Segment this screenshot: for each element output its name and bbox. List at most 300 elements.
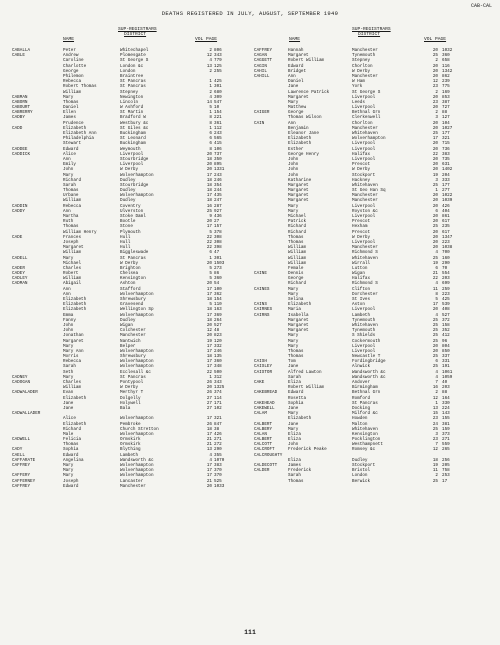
entry-forename: George Henry bbox=[288, 151, 319, 157]
entry-district: Lambeth bbox=[120, 452, 139, 458]
entry-forename: Ann bbox=[288, 73, 296, 79]
entry-volume: 12 bbox=[432, 395, 438, 401]
entry-district: Bala bbox=[120, 405, 131, 411]
entry-page: 277 bbox=[442, 188, 450, 194]
entry-district: Whitehaven bbox=[352, 131, 378, 136]
entry-forename: Margaret bbox=[63, 245, 84, 251]
register-entry bbox=[0, 484, 250, 489]
entries-left-column bbox=[0, 48, 250, 489]
entry-forename: Mary bbox=[288, 286, 299, 292]
entry-volume: 22 bbox=[206, 245, 212, 251]
entry-district: Leeds bbox=[352, 99, 365, 105]
entry-district: St Giles &c bbox=[120, 125, 149, 131]
entry-page: 259 bbox=[442, 286, 450, 292]
entry-forename: Jane bbox=[63, 400, 74, 406]
entry-district: Wolverhampton bbox=[120, 463, 154, 468]
entry-district: Hull bbox=[120, 245, 131, 251]
entry-forename: William bbox=[288, 260, 307, 266]
entry-page: 435 bbox=[214, 193, 222, 199]
entry-district: Whitechapel bbox=[120, 48, 149, 53]
entry-surname: CAINES bbox=[254, 286, 270, 292]
entry-forename: Mary bbox=[63, 473, 74, 479]
entry-district: St Leonard bbox=[120, 136, 146, 142]
entry-forename: William bbox=[288, 245, 307, 251]
entry-forename: John bbox=[288, 162, 299, 168]
entry-district: London bbox=[120, 68, 136, 74]
entry-surname: CADEY bbox=[12, 271, 25, 277]
header-name-right: NAME bbox=[289, 37, 301, 42]
entry-district: Whitehaven bbox=[352, 322, 378, 328]
entry-district: Prescot bbox=[352, 219, 371, 225]
entry-district: Wandsworth &c bbox=[120, 457, 154, 463]
entry-surname: CABORN bbox=[12, 99, 28, 105]
entry-district: Halifax bbox=[352, 151, 371, 157]
entry-volume: 18 bbox=[206, 177, 212, 183]
entry-forename: Frederick Peake bbox=[288, 447, 327, 453]
entry-forename: Elizabeth bbox=[63, 395, 87, 401]
header-district-2-right: DISTRICT bbox=[358, 32, 381, 37]
entry-forename: Evan bbox=[63, 390, 74, 396]
entry-forename: William bbox=[63, 276, 82, 282]
entry-volume: 25 bbox=[206, 208, 212, 214]
entry-volume: 20 bbox=[432, 120, 438, 126]
entry-volume: 20 bbox=[432, 198, 438, 204]
entry-district: Buckingham bbox=[120, 131, 146, 136]
entry-page: 244 bbox=[214, 188, 222, 194]
entry-forename: Robert William bbox=[288, 385, 325, 391]
entry-volume: 25 bbox=[432, 333, 438, 339]
entry-district: Stepney bbox=[120, 89, 139, 95]
entry-district: Liverpool bbox=[352, 146, 376, 152]
entry-volume: 20 bbox=[432, 245, 438, 251]
entry-page: 163 bbox=[214, 307, 222, 313]
entry-volume: 20 bbox=[432, 156, 438, 162]
entry-district: Clerkenwell bbox=[352, 115, 381, 121]
entry-district: Wolverhampton bbox=[120, 359, 154, 365]
entry-surname: CAGIN bbox=[254, 63, 267, 69]
entry-volume: 8 bbox=[435, 291, 438, 297]
entry-volume: 25 bbox=[432, 182, 438, 188]
entry-page: 348 bbox=[214, 364, 222, 370]
entry-volume: 17 bbox=[206, 416, 212, 422]
entry-page: 387 bbox=[442, 99, 450, 105]
entry-page: 104 bbox=[442, 120, 450, 126]
entry-volume: 4 bbox=[209, 58, 212, 64]
entry-volume: 20 bbox=[206, 167, 212, 173]
entry-page: 40 bbox=[442, 380, 448, 385]
entry-forename: Robert William bbox=[288, 58, 325, 64]
entry-forename: Matthew bbox=[288, 105, 307, 111]
entry-district: Dolgelly bbox=[120, 395, 141, 401]
entry-district: Manchester bbox=[120, 483, 146, 489]
entry-page: 114 bbox=[214, 395, 222, 401]
entry-page: 116 bbox=[442, 63, 450, 69]
entry-forename: William bbox=[288, 255, 307, 261]
entry-page: 110 bbox=[214, 302, 222, 308]
entry-district: Manchester bbox=[352, 193, 378, 199]
entry-page: 415 bbox=[214, 141, 222, 147]
entry-forename: Margaret bbox=[63, 338, 84, 344]
entry-volume: 23 bbox=[432, 84, 438, 90]
entry-page: 301 bbox=[214, 84, 222, 90]
entry-page: 330 bbox=[442, 400, 450, 406]
entry-page: 223 bbox=[442, 239, 450, 245]
entry-district: Ecclesall &c bbox=[120, 369, 151, 375]
entry-district: Birmingham bbox=[352, 385, 378, 391]
entry-forename: Felicia bbox=[63, 437, 82, 443]
entry-surname: CAISLEY bbox=[254, 364, 273, 370]
entry-page: 246 bbox=[214, 177, 222, 183]
entry-page: 157 bbox=[214, 224, 222, 230]
entry-page: 412 bbox=[442, 333, 450, 339]
entry-page: 223 bbox=[442, 291, 450, 297]
entry-surname: CAELL bbox=[12, 452, 25, 458]
entry-page: 169 bbox=[442, 89, 450, 95]
entry-district: Newington bbox=[120, 94, 144, 100]
entry-surname: CADLEY bbox=[12, 276, 28, 282]
entry-volume: 17 bbox=[206, 172, 212, 178]
entry-volume: 6 bbox=[435, 208, 438, 214]
entry-volume: 3 bbox=[435, 431, 438, 437]
entry-surname: CADDICK bbox=[12, 151, 31, 157]
entry-district: Andover bbox=[352, 380, 371, 385]
entry-volume: 22 bbox=[432, 151, 438, 157]
entry-page: 372 bbox=[442, 317, 450, 323]
entry-page: 425 bbox=[442, 297, 450, 302]
entry-volume: 1 bbox=[209, 79, 212, 85]
entry-forename: Sarah bbox=[63, 182, 76, 188]
entry-surname: CADBY bbox=[12, 115, 25, 121]
entry-district: Hull bbox=[120, 234, 131, 240]
entry-district: Wolverhampton bbox=[120, 348, 154, 354]
entry-page: 1027 bbox=[442, 125, 453, 131]
entry-page: 1032 bbox=[442, 48, 453, 53]
entry-district: Pocklington bbox=[352, 437, 381, 443]
entry-district: S Shields bbox=[352, 333, 376, 339]
entry-district: Romsey &c bbox=[352, 447, 376, 453]
entry-volume: 2 bbox=[209, 48, 212, 53]
entry-page: 256 bbox=[442, 457, 450, 463]
entry-page: 308 bbox=[214, 239, 222, 245]
entry-page: 253 bbox=[442, 473, 450, 479]
entry-volume: 11 bbox=[432, 286, 438, 292]
entry-volume: 13 bbox=[432, 405, 438, 411]
entry-volume: 20 bbox=[432, 234, 438, 240]
entry-page: 177 bbox=[442, 131, 450, 136]
header-vol-page-right: VOL PAGE bbox=[424, 37, 447, 42]
entry-district: W Ham bbox=[352, 79, 365, 85]
entry-forename: Jane bbox=[288, 84, 299, 90]
entry-forename: Ann bbox=[63, 286, 71, 292]
entry-volume: 2 bbox=[435, 89, 438, 95]
entry-district: Gravesend bbox=[120, 302, 144, 308]
entry-volume: 26 bbox=[206, 421, 212, 427]
entry-page: 158 bbox=[442, 322, 450, 328]
entry-forename: Male bbox=[63, 431, 74, 437]
entry-volume: 5 bbox=[209, 271, 212, 277]
entry-page: 350 bbox=[214, 156, 222, 162]
entry-forename: Ellen bbox=[63, 110, 76, 116]
entry-forename: Elizabeth bbox=[63, 307, 87, 313]
entry-page: 290 bbox=[442, 260, 450, 266]
entry-forename: Robert Thomas bbox=[63, 84, 97, 90]
entry-page: 309 bbox=[214, 94, 222, 100]
entry-page: 360 bbox=[442, 53, 450, 59]
entry-volume: 6 bbox=[435, 265, 438, 271]
entry-volume: 19 bbox=[432, 260, 438, 266]
entry-district: Liverpool bbox=[352, 105, 376, 111]
entry-volume: 25 bbox=[432, 317, 438, 323]
entry-forename: Selina bbox=[288, 297, 304, 302]
entry-forename: Edward bbox=[63, 452, 79, 458]
entry-volume: 14 bbox=[206, 99, 212, 105]
entry-district: Blything bbox=[120, 447, 141, 453]
entry-forename: Ann bbox=[63, 291, 71, 297]
entry-forename: John bbox=[288, 442, 299, 448]
entry-surname: CAIN bbox=[254, 120, 265, 126]
entry-surname: CALAN bbox=[254, 431, 267, 437]
entry-volume: 20 bbox=[432, 141, 438, 147]
entry-page: 1033 bbox=[214, 483, 225, 489]
entry-forename: Hannah bbox=[288, 48, 304, 53]
entry-volume: 24 bbox=[432, 421, 438, 427]
entry-volume: 2 bbox=[435, 390, 438, 396]
entry-volume: 17 bbox=[206, 364, 212, 370]
entry-district: W Derby bbox=[120, 260, 139, 266]
entry-district: Holywell bbox=[120, 400, 141, 406]
entry-surname: CAGGETT bbox=[254, 58, 273, 64]
entry-district: Wigan bbox=[120, 322, 133, 328]
entry-volume: 6 bbox=[209, 141, 212, 147]
entry-district: Ormskirk bbox=[120, 437, 141, 443]
entry-forename: Edward bbox=[288, 390, 304, 396]
entry-page: 617 bbox=[442, 229, 450, 235]
entry-volume: 20 bbox=[432, 348, 438, 354]
entry-forename: Sarah bbox=[288, 374, 301, 380]
entry-forename: Thomas bbox=[288, 478, 304, 484]
entry-forename: Mary bbox=[63, 374, 74, 380]
entry-page: 246 bbox=[214, 348, 222, 354]
entry-volume: 20 bbox=[432, 146, 438, 152]
entry-volume: 20 bbox=[432, 193, 438, 199]
entry-page: 27 bbox=[214, 219, 220, 225]
entry-district: St Pancras bbox=[120, 84, 146, 90]
entry-forename: Philemon bbox=[63, 73, 84, 79]
entry-district: Braintree bbox=[120, 73, 144, 79]
entry-page: 352 bbox=[442, 328, 450, 334]
entry-forename: Jane bbox=[288, 421, 299, 427]
entry-district: Merthyr T bbox=[120, 390, 144, 396]
entry-page: 271 bbox=[442, 437, 450, 443]
entry-surname: CABOURT bbox=[12, 105, 31, 111]
entry-district: Dorchester bbox=[352, 291, 378, 297]
entry-forename: Rosetta bbox=[288, 395, 307, 401]
entry-volume: 1 bbox=[209, 110, 212, 116]
entry-page: 255 bbox=[214, 68, 222, 74]
entry-district: Dudley bbox=[120, 317, 136, 323]
entry-page: 565 bbox=[214, 136, 222, 142]
entry-volume: 17 bbox=[206, 291, 212, 297]
entry-volume: 20 bbox=[432, 203, 438, 209]
entry-page: 735 bbox=[442, 156, 450, 162]
entry-forename: Thomas bbox=[63, 99, 79, 105]
entry-surname: CABMAN bbox=[12, 94, 28, 100]
entry-volume: 20 bbox=[432, 162, 438, 168]
entry-district: Clifton bbox=[352, 286, 371, 292]
entry-forename: Richard bbox=[63, 177, 82, 183]
entry-page: 343 bbox=[214, 380, 222, 385]
entry-forename: Patrick bbox=[288, 219, 307, 225]
entry-page: 86 bbox=[214, 271, 220, 277]
entry-forename: John bbox=[288, 167, 299, 173]
entry-volume: 23 bbox=[432, 416, 438, 422]
header-vol-page: VOL PAGE bbox=[195, 37, 218, 42]
entry-district: Richmond S bbox=[352, 250, 378, 256]
entry-volume: 25 bbox=[432, 478, 438, 484]
entry-page: 369 bbox=[214, 312, 222, 318]
entry-page: 235 bbox=[442, 224, 450, 230]
entry-district: St Martin bbox=[120, 110, 144, 116]
entry-forename: Jane bbox=[63, 405, 74, 411]
entry-page: 106 bbox=[214, 146, 222, 152]
entry-page: 321 bbox=[214, 416, 222, 422]
entry-page: 426 bbox=[214, 431, 222, 437]
entry-surname: CADWALLADER bbox=[12, 411, 41, 417]
entry-volume: 11 bbox=[432, 468, 438, 474]
entry-forename: John bbox=[288, 156, 299, 162]
entry-forename: Margaret bbox=[288, 198, 309, 204]
entry-volume: 17 bbox=[206, 473, 212, 479]
entry-forename: Charles bbox=[63, 380, 82, 385]
entry-district: Liverpool bbox=[120, 162, 144, 168]
entry-page: 308 bbox=[214, 234, 222, 240]
entry-page: 823 bbox=[214, 333, 222, 339]
entry-volume: 16 bbox=[206, 203, 212, 209]
entry-page: 1402 bbox=[442, 167, 453, 173]
entry-volume: 6 bbox=[435, 359, 438, 365]
entry-volume: 20 bbox=[432, 73, 438, 79]
entry-forename: James bbox=[63, 115, 76, 121]
entry-page: 853 bbox=[442, 94, 450, 100]
entry-forename: Michael bbox=[63, 260, 82, 266]
entry-volume: 21 bbox=[432, 271, 438, 277]
entry-volume: 2 bbox=[435, 110, 438, 116]
entry-volume: 25 bbox=[432, 354, 438, 360]
entry-volume: 17 bbox=[206, 359, 212, 365]
entry-volume: 18 bbox=[206, 182, 212, 188]
entry-page: 547 bbox=[214, 99, 222, 105]
entry-page: 154 bbox=[214, 110, 222, 116]
entry-page: 160 bbox=[442, 255, 450, 261]
entry-forename: Jane bbox=[288, 364, 299, 370]
entry-volume: 20 bbox=[432, 167, 438, 173]
entry-district: Chorlton bbox=[352, 120, 373, 126]
entry-forename: Esther bbox=[288, 146, 304, 152]
entry-page: 370 bbox=[214, 468, 222, 474]
entry-district: Tynemouth bbox=[352, 53, 376, 59]
entry-forename: Charlotte bbox=[63, 63, 87, 69]
entry-page: 850 bbox=[442, 348, 450, 354]
entry-forename: Mary bbox=[288, 99, 299, 105]
entry-volume: 4 bbox=[435, 281, 438, 287]
entry-district: St Pancras bbox=[120, 255, 146, 261]
entry-volume: 2 bbox=[435, 473, 438, 479]
entry-page: 1325 bbox=[214, 385, 225, 391]
entry-volume: 17 bbox=[432, 136, 438, 142]
entry-page: 191 bbox=[442, 364, 450, 370]
entry-surname: CALDECOTT bbox=[254, 463, 278, 468]
entry-district: Wolverhampton bbox=[120, 416, 154, 422]
entry-forename: Eliza bbox=[288, 457, 301, 463]
entry-forename: Angelina bbox=[63, 457, 84, 463]
entry-forename: Sophia bbox=[63, 447, 79, 453]
entry-district: Westbury &c bbox=[120, 120, 149, 126]
entry-district: Plymouth bbox=[120, 229, 141, 235]
entry-volume: 18 bbox=[206, 426, 212, 432]
entry-volume: 17 bbox=[206, 468, 212, 474]
entry-page: 804 bbox=[442, 343, 450, 349]
entry-district: Liverpool bbox=[352, 348, 376, 354]
entry-district: Halifax bbox=[352, 276, 371, 282]
entry-forename: Lawrence Patrick bbox=[288, 89, 330, 95]
entry-surname: CAFFREY bbox=[254, 48, 273, 53]
entry-volume: 20 bbox=[206, 322, 212, 328]
entry-volume: 20 bbox=[206, 483, 212, 489]
entry-page: 343 bbox=[214, 53, 222, 59]
entry-forename: Katharine bbox=[288, 177, 312, 183]
entry-forename: Elizabeth bbox=[288, 416, 312, 422]
entry-district: Hackney bbox=[352, 177, 371, 183]
entry-volume: 2 bbox=[435, 58, 438, 64]
entry-forename: William Henry bbox=[63, 229, 97, 235]
entry-surname: CADELL bbox=[12, 255, 28, 261]
entry-volume: 5 bbox=[209, 302, 212, 308]
entry-volume: 18 bbox=[206, 354, 212, 360]
entry-surname: CALBERT bbox=[254, 437, 273, 443]
entry-page: 355 bbox=[214, 452, 222, 458]
entry-page: 383 bbox=[442, 151, 450, 157]
entry-volume: 22 bbox=[206, 239, 212, 245]
entry-forename: Maria bbox=[288, 307, 301, 313]
entry-volume: 4 bbox=[435, 250, 438, 256]
entry-page: 290 bbox=[214, 447, 222, 453]
entry-district: Biggleswade bbox=[120, 250, 149, 256]
entry-district: W Derby bbox=[352, 68, 371, 74]
entry-forename: Elizabeth bbox=[288, 141, 312, 147]
entry-volume: 4 bbox=[209, 94, 212, 100]
entry-page: 120 bbox=[214, 338, 222, 344]
entry-page: 154 bbox=[214, 297, 222, 302]
entry-page: 554 bbox=[442, 271, 450, 277]
entry-forename: Elizabeth bbox=[63, 297, 87, 302]
entry-volume: 18 bbox=[206, 198, 212, 204]
header-name: NAME bbox=[63, 37, 75, 42]
entry-district: Stourbridge bbox=[120, 182, 149, 188]
entry-volume: 20 bbox=[432, 63, 438, 69]
entry-surname: CALBERY bbox=[254, 426, 273, 432]
entry-surname: CABLE bbox=[12, 53, 25, 59]
entry-forename: Elizabeth bbox=[288, 302, 312, 308]
entry-district: Wandsworth &c bbox=[352, 374, 386, 380]
entry-surname: CALCOTT bbox=[254, 442, 273, 448]
entry-page: 354 bbox=[214, 182, 222, 188]
entry-district: Wolverhampton bbox=[352, 136, 386, 142]
entry-district: Berwick bbox=[352, 478, 371, 484]
entry-district: Bethnal Grn bbox=[352, 390, 381, 396]
entry-district: Liverpool bbox=[352, 156, 376, 162]
entry-forename: Mary bbox=[288, 426, 299, 432]
entry-volume: 22 bbox=[432, 276, 438, 282]
